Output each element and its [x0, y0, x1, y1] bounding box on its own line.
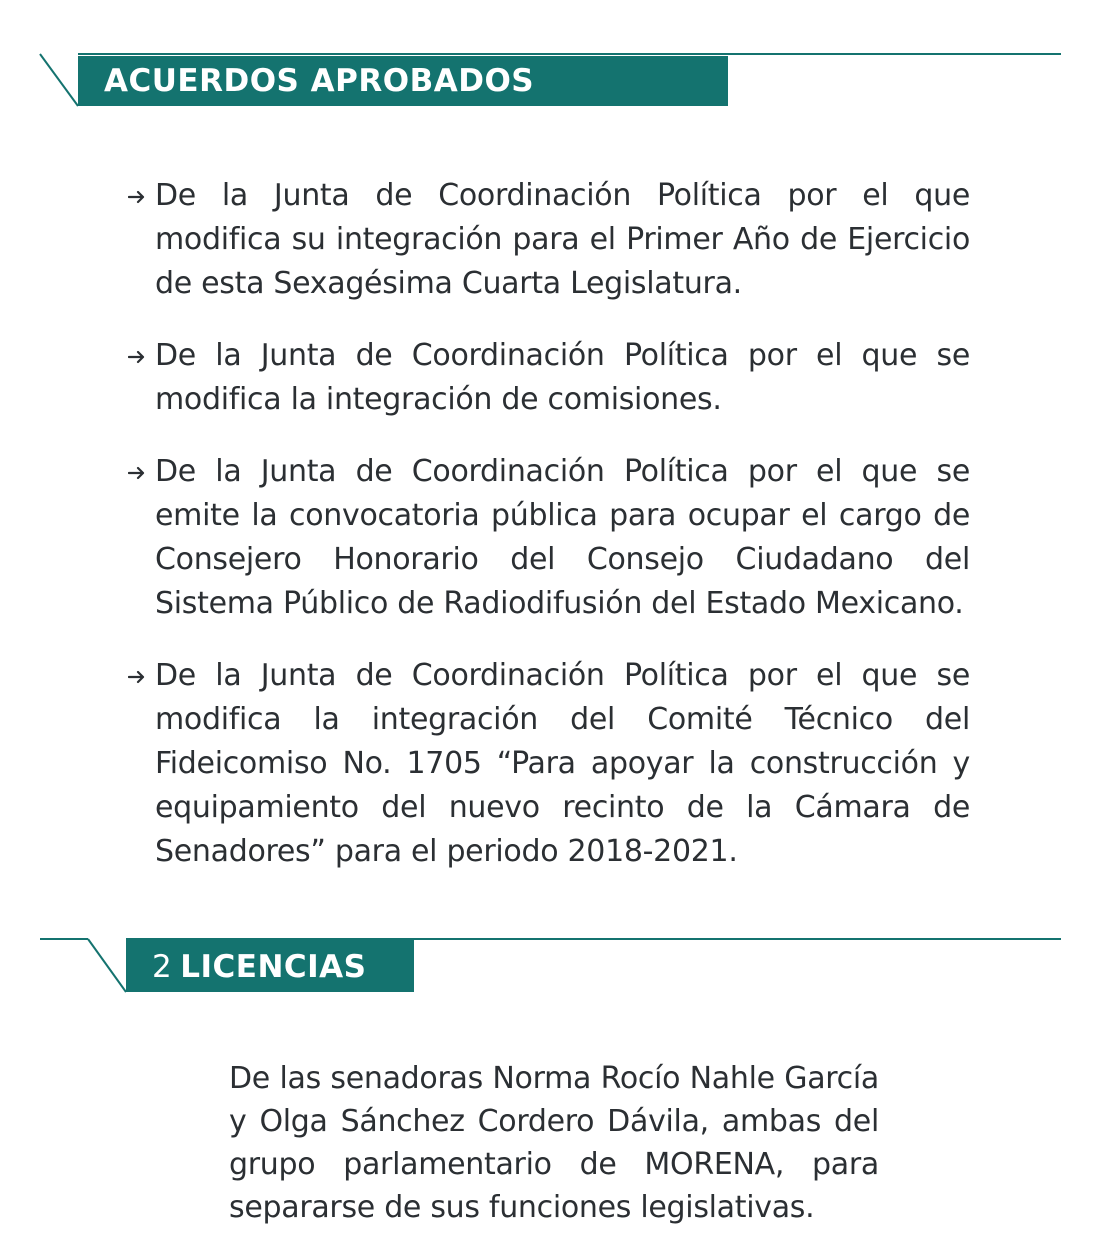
acuerdo-text: De la Junta de Coordinación Política por el que se emite la convocatoria pública para ocupar el cargo de Consejero Honorario del Consejo Ciudadano del Sistema Público de Radiodifusión del Estado Mexicano.: [155, 454, 970, 621]
acuerdos-title: [104, 55, 534, 107]
acuerdo-text: De la Junta de Coordinación Política por el que se modifica la integración de comisiones.: [155, 338, 970, 417]
arrow-right-icon: [128, 466, 146, 480]
acuerdos-header: [0, 52, 1101, 112]
acuerdos-title-text: ACUERDOS APROBADOS: [104, 63, 535, 99]
acuerdo-text: De la Junta de Coordinación Política por el que modifica su integración para el Primer Año de Ejercicio de esta Sexagésima Cuarta Legislatura.: [155, 178, 970, 301]
arrow-right-icon: [128, 190, 146, 204]
acuerdo-item-4: [124, 654, 970, 874]
arrow-right-icon: [128, 350, 146, 364]
licencias-title-text: LICENCIAS: [180, 949, 367, 985]
licencias-number: 2: [152, 949, 173, 985]
acuerdo-text: De la Junta de Coordinación Política por el que se modifica la integración del Comité Técnico del Fideicomiso No. 1705 “Para apoyar la construcción y equipamiento del nuevo recinto de la Cámara de Senadores” para el periodo 2018-2021.: [155, 658, 970, 869]
licencias-title: [152, 941, 367, 993]
acuerdo-item-1: [124, 174, 970, 306]
licencias-header: [0, 937, 1101, 997]
acuerdo-item-2: [124, 334, 970, 422]
acuerdos-header-diagonal: [40, 54, 78, 106]
acuerdo-item-3: [124, 450, 970, 626]
arrow-right-icon: [128, 670, 146, 684]
acuerdos-list: [124, 174, 970, 902]
licencias-header-diagonal: [88, 939, 126, 992]
licencias-text: De las senadoras Norma Rocío Nahle García y Olga Sánchez Cordero Dávila, ambas del grupo parlamentario de MORENA, para separarse de sus funciones legislativas.: [229, 1061, 879, 1225]
